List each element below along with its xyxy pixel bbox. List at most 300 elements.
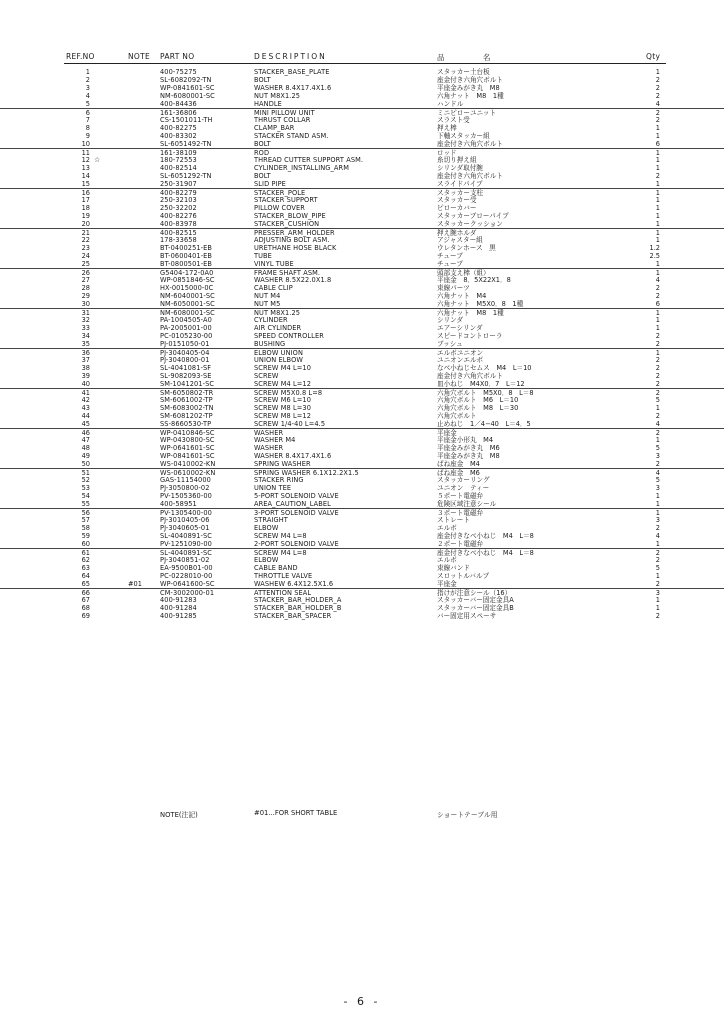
- ref-no-cell: 44: [81, 412, 90, 420]
- japanese-name-cell: 座金付き六角穴ボルト: [437, 372, 503, 380]
- table-row: [0, 564, 724, 572]
- part-no-cell: HX-0015000-0C: [160, 284, 214, 292]
- part-no-cell: BT-0600401-EB: [160, 252, 213, 260]
- japanese-name-cell: ばね座金 M4: [437, 460, 480, 468]
- description-cell: 5-PORT SOLENOID VALVE: [254, 492, 339, 500]
- table-row: [0, 92, 724, 100]
- ref-no-cell: 17: [81, 196, 90, 204]
- description-cell: WASHER: [254, 429, 284, 437]
- qty-cell: 2: [655, 332, 660, 340]
- qty-cell: 1: [655, 596, 660, 604]
- part-no-cell: PV-1505360-00: [160, 492, 212, 500]
- part-no-cell: CS-1501011-TH: [160, 116, 213, 124]
- table-row: [0, 164, 724, 172]
- part-no-cell: WP-0430800-SC: [160, 436, 215, 444]
- description-cell: SPEED CONTROLLER: [254, 332, 324, 340]
- qty-cell: 1: [655, 404, 660, 412]
- header-divider: [64, 63, 666, 64]
- qty-cell: 1: [655, 324, 660, 332]
- description-cell: URETHANE HOSE BLACK: [254, 244, 337, 252]
- ref-no-cell: 31: [81, 309, 90, 317]
- description-cell: PILLOW COVER: [254, 204, 305, 212]
- japanese-name-cell: 座金付きなべ小ねじ M4 L＝8: [437, 532, 534, 540]
- description-cell: NUT M5: [254, 300, 281, 308]
- japanese-name-cell: スタッカーバー固定金具B: [437, 604, 514, 612]
- qty-cell: 2: [655, 612, 660, 620]
- part-no-cell: PJ-3040405-04: [160, 349, 210, 357]
- ref-no-cell: 33: [81, 324, 90, 332]
- table-row: [0, 548, 724, 556]
- qty-cell: 2: [655, 76, 660, 84]
- description-cell: MINI PILLOW UNIT: [254, 109, 315, 117]
- table-row: [0, 100, 724, 108]
- ref-no-cell: 54: [81, 492, 90, 500]
- description-cell: ELBOW: [254, 524, 279, 532]
- japanese-name-cell: 頭部支え棒（組）: [437, 269, 490, 277]
- japanese-name-cell: 押え腕ホルダ: [437, 229, 477, 237]
- table-row: [0, 588, 724, 596]
- japanese-name-cell: ユニオンエルボ: [437, 356, 484, 364]
- qty-cell: 1: [655, 492, 660, 500]
- table-row: [0, 108, 724, 116]
- part-no-cell: SL-6051292-TN: [160, 172, 212, 180]
- ref-no-cell: 36: [81, 349, 90, 357]
- part-no-cell: 400-82279: [160, 189, 197, 197]
- table-row: [0, 596, 724, 604]
- japanese-name-cell: なべ小ねじセムス M4 L＝10: [437, 364, 532, 372]
- table-row: [0, 476, 724, 484]
- table-row: [0, 228, 724, 236]
- table-row: [0, 180, 724, 188]
- description-cell: SCREW M4 L=8: [254, 532, 307, 540]
- qty-cell: 3: [655, 589, 660, 597]
- japanese-name-cell: スタッカー土台板: [437, 68, 490, 76]
- description-cell: ROD: [254, 149, 270, 157]
- qty-cell: 1: [655, 68, 660, 76]
- japanese-name-cell: バー固定用スペーサ: [437, 612, 497, 620]
- japanese-name-cell: 下軸スタッカー組: [437, 132, 490, 140]
- japanese-name-cell: 六角穴ボルト M8 L＝30: [437, 404, 519, 412]
- part-no-cell: PJ-3040851-02: [160, 556, 210, 564]
- part-no-cell: NM-6050001-SC: [160, 300, 215, 308]
- qty-cell: 4: [655, 420, 660, 428]
- part-no-cell: 400-82276: [160, 212, 197, 220]
- ref-no-cell: 56: [81, 509, 90, 517]
- description-cell: SCREW: [254, 372, 279, 380]
- qty-cell: 2: [655, 380, 660, 388]
- japanese-name-cell: 座金付き六角穴ボルト: [437, 172, 503, 180]
- ref-no-cell: 19: [81, 212, 90, 220]
- qty-cell: 2: [655, 364, 660, 372]
- ref-no-cell: 4: [85, 92, 90, 100]
- description-cell: SCREW M4 L=8: [254, 549, 307, 557]
- qty-cell: 1: [655, 212, 660, 220]
- description-cell: WASHEW 6.4X12.5X1.6: [254, 580, 334, 588]
- qty-cell: 1: [655, 229, 660, 237]
- qty-cell: 1: [655, 260, 660, 268]
- description-cell: ELBOW UNION: [254, 349, 303, 357]
- japanese-name-cell: ばね座金 M6: [437, 469, 480, 477]
- header-japanese-name: 品 名: [437, 53, 509, 62]
- ref-no-cell: 18: [81, 204, 90, 212]
- description-cell: STACKER_CUSHION: [254, 220, 320, 228]
- part-no-cell: SS-8660530-TP: [160, 420, 212, 428]
- ref-no-cell: 57: [81, 516, 90, 524]
- japanese-name-cell: 止めねじ 1／4−40 L＝4．5: [437, 420, 531, 428]
- japanese-name-cell: 糸切り押え組: [437, 156, 477, 164]
- ref-no-cell: 12: [81, 156, 90, 164]
- ref-no-cell: 62: [81, 556, 90, 564]
- qty-cell: 3: [655, 484, 660, 492]
- table-row: [0, 372, 724, 380]
- part-no-cell: SL-6051492-TN: [160, 140, 212, 148]
- description-cell: SCREW M8 L=30: [254, 404, 312, 412]
- note-label: NOTE(注記): [160, 811, 198, 819]
- qty-cell: 1: [655, 269, 660, 277]
- part-no-cell: PV-1251090-00: [160, 540, 212, 548]
- part-no-cell: 178-33658: [160, 236, 197, 244]
- description-cell: SCREW M8 L=12: [254, 412, 312, 420]
- japanese-name-cell: ハンドル: [437, 100, 464, 108]
- description-cell: STACKER SUPPORT: [254, 196, 318, 204]
- table-row: [0, 148, 724, 156]
- japanese-name-cell: 平座金小形丸 M4: [437, 436, 494, 444]
- japanese-name-cell: スピードコントローラ: [437, 332, 503, 340]
- part-no-cell: G5404-172-0A0: [160, 269, 214, 277]
- qty-cell: 2: [655, 524, 660, 532]
- ref-no-cell: 38: [81, 364, 90, 372]
- japanese-name-cell: ５ポート電磁弁: [437, 492, 484, 500]
- qty-cell: 1: [655, 149, 660, 157]
- qty-cell: 2: [655, 356, 660, 364]
- description-cell: WASHER 8.4X17.4X1.6: [254, 452, 332, 460]
- qty-cell: 6: [655, 300, 660, 308]
- description-cell: SLID PIPE: [254, 180, 286, 188]
- part-no-cell: NM-6040001-SC: [160, 292, 215, 300]
- description-cell: STACKER_BASE_PLATE: [254, 68, 330, 76]
- description-cell: AREA_CAUTION_LABEL: [254, 500, 331, 508]
- ref-no-cell: 6: [85, 109, 90, 117]
- table-row: [0, 604, 724, 612]
- part-no-cell: 161-36806: [160, 109, 197, 117]
- table-row: [0, 316, 724, 324]
- description-cell: BUSHING: [254, 340, 286, 348]
- part-no-cell: 400-58951: [160, 500, 197, 508]
- qty-cell: 5: [655, 396, 660, 404]
- japanese-name-cell: チューブ: [437, 252, 463, 260]
- qty-cell: 2: [655, 340, 660, 348]
- qty-cell: 1: [655, 196, 660, 204]
- ref-no-cell: 59: [81, 532, 90, 540]
- description-cell: 2-PORT SOLENOID VALVE: [254, 540, 339, 548]
- ref-no-cell: 50: [81, 460, 90, 468]
- part-no-cell: WP-0851846-SC: [160, 276, 215, 284]
- qty-cell: 4: [655, 100, 660, 108]
- part-no-cell: 400-82514: [160, 164, 197, 172]
- table-row: [0, 196, 724, 204]
- ref-no-cell: 7: [85, 116, 90, 124]
- japanese-name-cell: スタッカークッション: [437, 220, 503, 228]
- description-cell: WASHER 8.4X17.4X1.6: [254, 84, 332, 92]
- table-row: [0, 356, 724, 364]
- japanese-name-cell: 押え棒: [437, 124, 457, 132]
- japanese-name-cell: スタッカーリング: [437, 476, 490, 484]
- part-no-cell: SM-6061002-TP: [160, 396, 213, 404]
- japanese-name-cell: シリンダ: [437, 316, 464, 324]
- table-row: [0, 292, 724, 300]
- table-row: [0, 460, 724, 468]
- table-row: [0, 516, 724, 524]
- qty-cell: 6: [655, 140, 660, 148]
- header-qty: Qty: [646, 52, 661, 61]
- table-row: [0, 140, 724, 148]
- description-cell: SCREW M5X0.8 L=8: [254, 389, 323, 397]
- description-cell: CLAMP_BAR: [254, 124, 295, 132]
- ref-no-cell: 21: [81, 229, 90, 237]
- part-no-cell: 400-83302: [160, 132, 197, 140]
- part-no-cell: PJ-3040800-01: [160, 356, 210, 364]
- qty-cell: 2: [655, 84, 660, 92]
- parts-table-body: [0, 68, 724, 620]
- qty-cell: 1: [655, 316, 660, 324]
- table-row: [0, 396, 724, 404]
- qty-cell: 1: [655, 180, 660, 188]
- part-no-cell: PC-0105230-00: [160, 332, 213, 340]
- japanese-name-cell: 座金付き六角穴ボルト: [437, 140, 503, 148]
- qty-cell: 2: [655, 549, 660, 557]
- qty-cell: 5: [655, 444, 660, 452]
- part-no-cell: GAS-11154000: [160, 476, 211, 484]
- japanese-name-cell: 指けが注意シール（16）: [437, 589, 512, 597]
- description-cell: 3-PORT SOLENOID VALVE: [254, 509, 339, 517]
- ref-no-cell: 13: [81, 164, 90, 172]
- part-no-cell: SM-6050802-TR: [160, 389, 214, 397]
- ref-no-cell: 45: [81, 420, 90, 428]
- description-cell: STACKER_BAR_HOLDER_A: [254, 596, 342, 604]
- part-no-cell: PA-1004505-A0: [160, 316, 212, 324]
- qty-cell: 1: [655, 189, 660, 197]
- part-no-cell: WS-0610002-KN: [160, 469, 216, 477]
- part-no-cell: WP-0841601-SC: [160, 452, 215, 460]
- qty-cell: 2: [655, 372, 660, 380]
- part-no-cell: PC-0228010-00: [160, 572, 213, 580]
- part-no-cell: PJ-0151050-01: [160, 340, 210, 348]
- table-row: [0, 132, 724, 140]
- table-row: [0, 556, 724, 564]
- japanese-name-cell: エルボユニオン: [437, 349, 484, 357]
- qty-cell: 2: [655, 460, 660, 468]
- table-row: [0, 188, 724, 196]
- japanese-name-cell: スタッカー受: [437, 196, 477, 204]
- part-no-cell: WP-0641601-SC: [160, 444, 215, 452]
- ref-no-cell: 39: [81, 372, 90, 380]
- japanese-name-cell: 皿小ねじ M4X0．7 L＝12: [437, 380, 525, 388]
- qty-cell: 2: [655, 292, 660, 300]
- ref-no-cell: 68: [81, 604, 90, 612]
- ref-no-cell: 58: [81, 524, 90, 532]
- description-cell: THREAD CUTTER SUPPORT ASM.: [254, 156, 364, 164]
- description-cell: THROTTLE VALVE: [254, 572, 313, 580]
- table-row: [0, 76, 724, 84]
- part-no-cell: WS-0410002-KN: [160, 460, 216, 468]
- table-row: [0, 532, 724, 540]
- ref-no-cell: 40: [81, 380, 90, 388]
- ref-no-cell: 47: [81, 436, 90, 444]
- table-row: [0, 308, 724, 316]
- table-row: [0, 84, 724, 92]
- ref-no-cell: 42: [81, 396, 90, 404]
- description-cell: AIR CYLINDER: [254, 324, 302, 332]
- qty-cell: 2: [655, 109, 660, 117]
- ref-no-cell: 11: [81, 149, 90, 157]
- table-row: [0, 420, 724, 428]
- japanese-name-cell: 座金付き六角穴ボルト: [437, 76, 503, 84]
- description-cell: CABLE BAND: [254, 564, 298, 572]
- part-no-cell: 400-91283: [160, 596, 197, 604]
- description-cell: HANDLE: [254, 100, 282, 108]
- part-no-cell: SL-6082092-TN: [160, 76, 212, 84]
- ref-no-cell: 3: [85, 84, 90, 92]
- ref-no-cell: 15: [81, 180, 90, 188]
- ref-no-cell: 2: [85, 76, 90, 84]
- part-no-cell: 400-75275: [160, 68, 197, 76]
- japanese-name-cell: 六角ナット M5X0．8 1種: [437, 300, 524, 308]
- description-cell: NUT M4: [254, 292, 281, 300]
- table-row: [0, 524, 724, 532]
- table-row: [0, 284, 724, 292]
- description-cell: TUBE: [254, 252, 272, 260]
- table-row: [0, 380, 724, 388]
- part-no-cell: PJ-3010405-06: [160, 516, 210, 524]
- part-no-cell: PA-2005001-00: [160, 324, 212, 332]
- qty-cell: 1: [655, 309, 660, 317]
- description-cell: THRUST COLLAR: [254, 116, 311, 124]
- table-row: [0, 124, 724, 132]
- japanese-name-cell: ブッシュ: [437, 340, 463, 348]
- qty-cell: 1: [655, 604, 660, 612]
- ref-no-cell: 51: [81, 469, 90, 477]
- part-no-cell: 400-91284: [160, 604, 197, 612]
- description-cell: WASHER 8.5X22.0X1.8: [254, 276, 332, 284]
- header-note: NOTE: [128, 52, 151, 61]
- note-japanese: ショートテーブル用: [437, 811, 498, 819]
- part-no-cell: PV-1305400-00: [160, 509, 212, 517]
- qty-cell: 2: [655, 284, 660, 292]
- japanese-name-cell: アジャスター組: [437, 236, 483, 244]
- table-row: [0, 300, 724, 308]
- part-no-cell: 250-32103: [160, 196, 197, 204]
- table-row: [0, 500, 724, 508]
- table-row: [0, 260, 724, 268]
- description-cell: CYLINDER: [254, 316, 288, 324]
- ref-no-cell: 27: [81, 276, 90, 284]
- table-row: [0, 172, 724, 180]
- part-no-cell: BT-0400251-EB: [160, 244, 213, 252]
- japanese-name-cell: ２ポート電磁弁: [437, 540, 484, 548]
- japanese-name-cell: 座金付きなべ小ねじ M4 L＝8: [437, 549, 534, 557]
- qty-cell: 4: [655, 532, 660, 540]
- table-row: [0, 572, 724, 580]
- ref-no-cell: 29: [81, 292, 90, 300]
- part-no-cell: 250-32202: [160, 204, 197, 212]
- description-cell: UNION TEE: [254, 484, 292, 492]
- ref-no-cell: 26: [81, 269, 90, 277]
- japanese-name-cell: スラスト受: [437, 116, 470, 124]
- qty-cell: 2: [655, 580, 660, 588]
- ref-no-cell: 52: [81, 476, 90, 484]
- ref-no-cell: 43: [81, 404, 90, 412]
- table-row: [0, 332, 724, 340]
- qty-cell: 1.2: [649, 244, 660, 252]
- table-row: [0, 468, 724, 476]
- qty-cell: 1: [655, 236, 660, 244]
- japanese-name-cell: ロッド: [437, 149, 457, 157]
- qty-cell: 3: [655, 516, 660, 524]
- qty-cell: 1: [655, 572, 660, 580]
- japanese-name-cell: 六角穴ボルト: [437, 412, 477, 420]
- ref-no-cell: 34: [81, 332, 90, 340]
- ref-no-cell: 64: [81, 572, 90, 580]
- table-row: [0, 580, 724, 588]
- japanese-name-cell: 平座金みがき丸 M8: [437, 452, 500, 460]
- table-row: [0, 340, 724, 348]
- ref-no-cell: 66: [81, 589, 90, 597]
- ref-no-cell: 20: [81, 220, 90, 228]
- description-cell: STACKER_POLE: [254, 189, 306, 197]
- part-no-cell: SL-9082093-SE: [160, 372, 212, 380]
- description-cell: STACKER_BAR_SPACER: [254, 612, 332, 620]
- ref-no-cell: 53: [81, 484, 90, 492]
- qty-cell: 2: [655, 389, 660, 397]
- ref-no-cell: 5: [85, 100, 90, 108]
- ref-no-cell: 41: [81, 389, 90, 397]
- description-cell: CABLE CLIP: [254, 284, 293, 292]
- qty-cell: 4: [655, 469, 660, 477]
- description-cell: SPRING WASHER 6.1X12.2X1.5: [254, 469, 359, 477]
- table-row: [0, 428, 724, 436]
- description-cell: ATTENTION SEAL: [254, 589, 312, 597]
- description-cell: BOLT: [254, 140, 271, 148]
- ref-no-cell: 8: [85, 124, 90, 132]
- qty-cell: 2: [655, 429, 660, 437]
- ref-no-cell: 25: [81, 260, 90, 268]
- part-no-cell: 180-72553: [160, 156, 197, 164]
- ref-no-cell: 67: [81, 596, 90, 604]
- japanese-name-cell: 平座金: [437, 580, 457, 588]
- japanese-name-cell: エアーシリンダ: [437, 324, 483, 332]
- ref-no-cell: 24: [81, 252, 90, 260]
- ref-no-cell: 46: [81, 429, 90, 437]
- description-cell: NUT M8X1.25: [254, 309, 301, 317]
- ref-no-cell: 65: [81, 580, 90, 588]
- description-cell: PRESSER_ARM_HOLDER: [254, 229, 335, 237]
- ref-no-cell: 32: [81, 316, 90, 324]
- description-cell: UNION ELBOW: [254, 356, 303, 364]
- header-description: DESCRIPTION: [254, 52, 327, 61]
- table-row: [0, 252, 724, 260]
- part-no-cell: 400-82275: [160, 124, 197, 132]
- table-row: [0, 212, 724, 220]
- part-no-cell: SL-4041081-SF: [160, 364, 212, 372]
- ref-no-cell: 1: [85, 68, 90, 76]
- description-cell: CYLINDER_INSTALLING_ARM: [254, 164, 349, 172]
- description-cell: SPRING WASHER: [254, 460, 311, 468]
- japanese-name-cell: チューブ: [437, 260, 463, 268]
- part-no-cell: WP-0841601-SC: [160, 84, 215, 92]
- table-row: [0, 156, 724, 164]
- part-no-cell: 400-84436: [160, 100, 197, 108]
- ref-no-cell: 55: [81, 500, 90, 508]
